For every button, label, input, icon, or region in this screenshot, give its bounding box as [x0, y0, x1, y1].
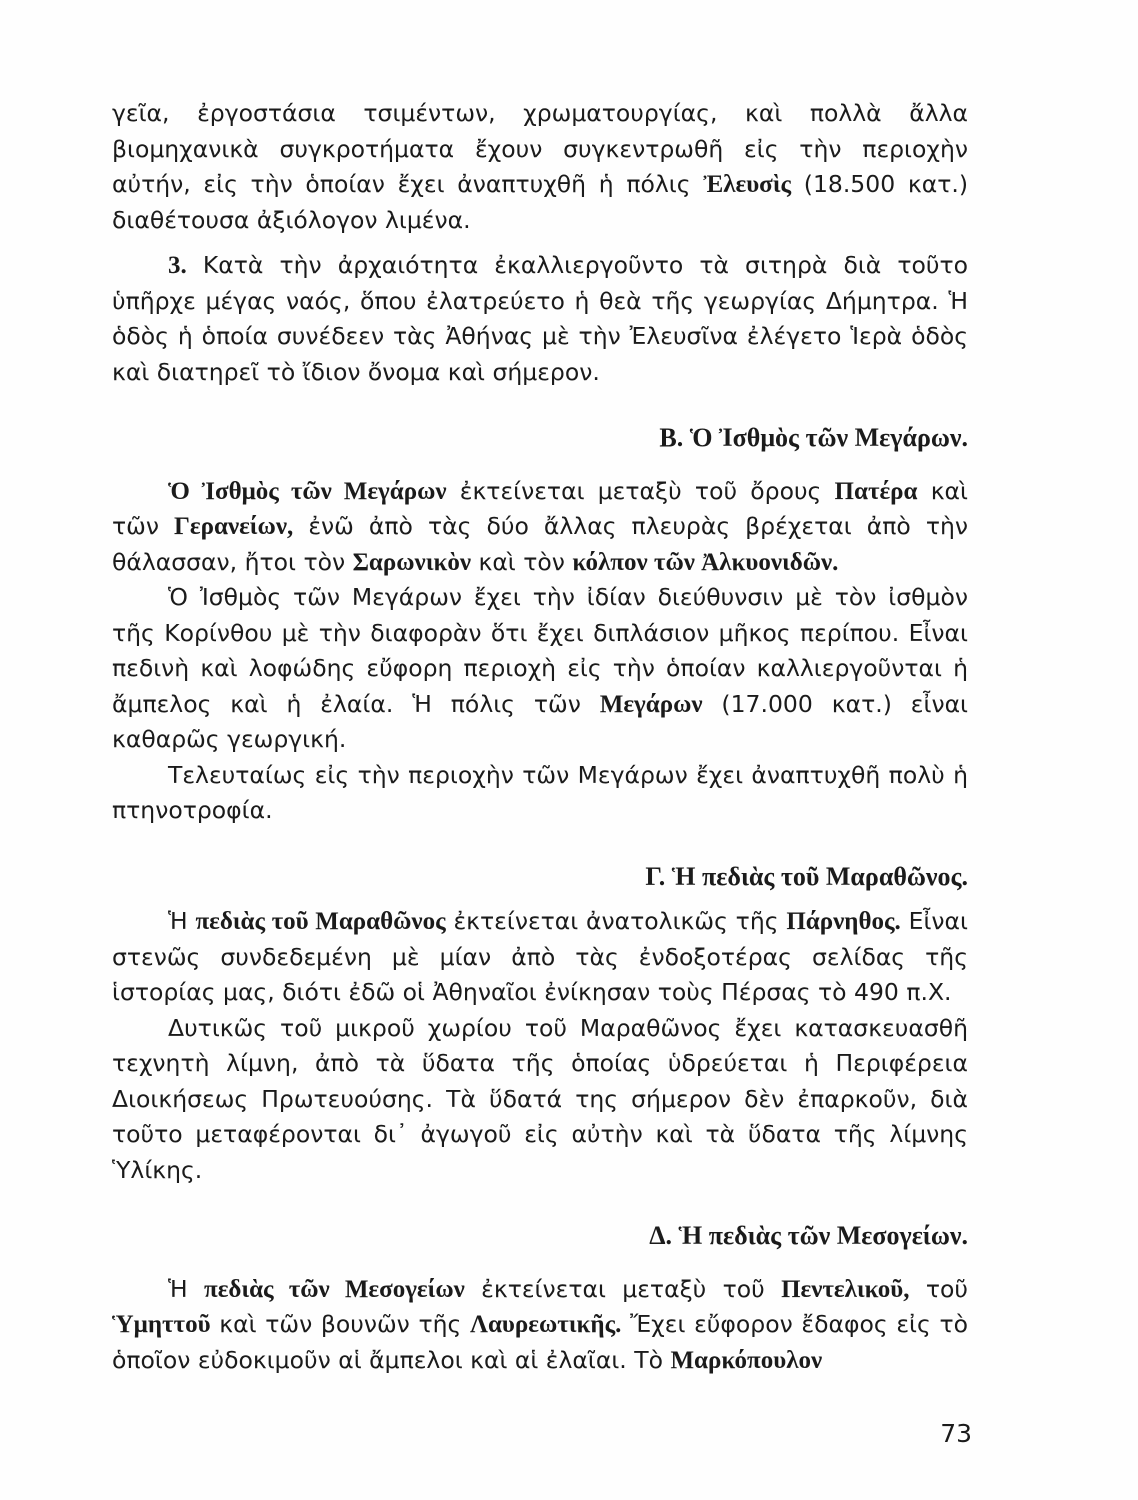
- bold-term-megara: Μεγάρων: [599, 690, 703, 718]
- text-run: Κατὰ τὴν ἀρχαιότητα ἐκαλλιεργοῦντο τὰ σιτηρὰ διὰ τοῦτο ὑπῆρχε μέγας ναός, ὅπου ἐλατρεύετο ἡ θεὰ τῆς γεωργίας Δήμητρα. Ἡ ὁδὸς ἡ ὁποία συνέδεεν τὰς Ἀθήνας μὲ τὴν Ἐλευσῖνα ἐλέγετο Ἱερὰ ὁδὸς καὶ διατηρεῖ τὸ ἴδιον ὄνομα καὶ σήμερον.: [112, 251, 968, 386]
- paragraph-mesogeia: [112, 1272, 968, 1379]
- text-run: (17.000 κατ.) εἶναι καθαρῶς γεωργική.: [112, 689, 969, 753]
- text-run: ἐκτείνεται μεταξὺ τοῦ ὄρους: [446, 476, 835, 505]
- text-run: καὶ τῶν: [112, 476, 968, 540]
- bold-term-isthmus: Ὁ Ἰσθμὸς τῶν Μεγάρων: [168, 477, 447, 505]
- bold-term-mesogeia-plain: πεδιὰς τῶν Μεσογείων: [204, 1275, 465, 1303]
- text-run: Ἡ: [168, 907, 196, 935]
- bold-term-eleusis: Ἐλευσὶς: [703, 171, 792, 198]
- text-run: (18.500 κατ.) διαθέτουσα ἀξιόλογον λιμένα.: [112, 170, 968, 234]
- bold-term-saronic: Σαρωνικὸν: [352, 548, 471, 576]
- paragraph-isthmus-details: [112, 580, 968, 758]
- text-run: τοῦ: [909, 1274, 969, 1303]
- paragraph-eleusis-industry: [112, 96, 968, 238]
- text-run: ἐκτείνεται ἀνατολικῶς τῆς: [445, 907, 787, 935]
- bold-term-hymettus: Ὑμηττοῦ: [112, 1311, 211, 1338]
- text-run: καὶ τὸν: [471, 547, 573, 576]
- bold-term-geraneia: Γερανείων,: [174, 513, 294, 540]
- bold-term-parnitha: Πάρνηθος.: [786, 908, 901, 935]
- text-run: Ὁ Ἰσθμὸς τῶν Μεγάρων ἔχει τὴν ἰδίαν διεύθυνσιν μὲ τὸν ἰσθμὸν τῆς Κορίνθου μὲ τὴν διαφορὰν ὅτι ἔχει διπλάσιον μῆκος περίπου. Εἶναι πεδινὴ καὶ λοφώδης εὔφορη περιοχὴ εἰς τὴν ὁποίαν καλλιεργοῦνται ἡ ἄμπελος καὶ ἡ ἐλαία. Ἡ πόλις τῶν: [112, 583, 968, 718]
- text-run: ἐνῶ ἀπὸ τὰς δύο ἄλλας πλευρὰς βρέχεται ἀπὸ τὴν θάλασσαν, ἤτοι τὸν: [112, 512, 968, 576]
- bold-term-alkyonides-gulf: κόλπον τῶν Ἀλκυονιδῶν.: [572, 548, 839, 576]
- bold-term-marathon-plain: πεδιὰς τοῦ Μαραθῶνος: [195, 908, 446, 935]
- paragraph-sacred-way: [112, 248, 968, 390]
- section-heading-g: Γ. Ἡ πεδιὰς τοῦ Μαραθῶνος.: [645, 861, 968, 891]
- text-run: Εἶναι στενῶς συνδεδεμένη μὲ μίαν ἀπὸ τὰς ἐνδοξοτέρας σελίδας τῆς ἱστορίας μας, διότι ἐδῶ οἱ Ἀθηναῖοι ἐνίκησαν τοὺς Πέρσας τὸ 490 π.Χ.: [112, 907, 968, 1006]
- paragraph-poultry: Τελευταίως εἰς τὴν περιοχὴν τῶν Μεγάρων ἔχει ἀναπτυχθῆ πολὺ ἡ πτηνοτροφία.: [112, 760, 968, 824]
- bold-term-penteli: Πεντελικοῦ,: [781, 1275, 910, 1303]
- text-run: Ἔχει εὔφορον ἔδαφος εἰς τὸ ὁποῖον εὐδοκιμοῦν αἱ ἄμπελοι καὶ αἱ ἐλαῖαι. Τὸ: [112, 1310, 969, 1374]
- paragraph-marathon-plain: [112, 904, 968, 1011]
- paragraph-marathon-lake: Δυτικῶς τοῦ μικροῦ χωρίου τοῦ Μαραθῶνος ἔχει κατασκευασθῆ τεχνητὴ λίμνη, ἀπὸ τὰ ὕδατα τῆς ὁποίας ὑδρεύεται ἡ Περιφέρεια Διοικήσεως Πρωτευούσης. Τὰ ὕδατά της σήμερον δὲν ἐπαρκοῦν, διὰ τοῦτο μεταφέρονται δι᾽ ἀγωγοῦ εἰς αὐτὴν καὶ τὰ ὕδατα τῆς λίμνης Ὑλίκης.: [112, 1013, 968, 1184]
- section-heading-b: Β. Ὁ Ἰσθμὸς τῶν Μεγάρων.: [659, 423, 968, 452]
- text-run: ἐκτείνεται μεταξὺ τοῦ: [464, 1274, 782, 1303]
- paragraph-isthmus-intro: [112, 474, 968, 581]
- text-run: καὶ τῶν βουνῶν τῆς: [210, 1310, 471, 1338]
- bold-term-markopoulo: Μαρκόπουλον: [670, 1346, 823, 1374]
- item-number: 3.: [168, 252, 187, 279]
- text-run: Ἡ: [168, 1274, 204, 1303]
- text-run: γεῖα, ἐργοστάσια τσιμέντων, χρωματουργίας, καὶ πολλὰ ἄλλα βιομηχανικὰ συγκροτήματα ἔχουν συγκεντρωθῆ εἰς τὴν περιοχὴν αὐτήν, εἰς τὴν ὁποίαν ἔχει ἀναπτυχθῆ ἡ πόλις: [112, 99, 968, 198]
- text-block: [112, 96, 968, 1378]
- section-heading-d: Δ. Ἡ πεδιὰς τῶν Μεσογείων.: [649, 1221, 968, 1250]
- page-number: 73: [940, 1419, 972, 1448]
- bold-term-patera: Πατέρα: [834, 477, 918, 505]
- bold-term-lavreotiki: Λαυρεωτικῆς.: [470, 1311, 622, 1338]
